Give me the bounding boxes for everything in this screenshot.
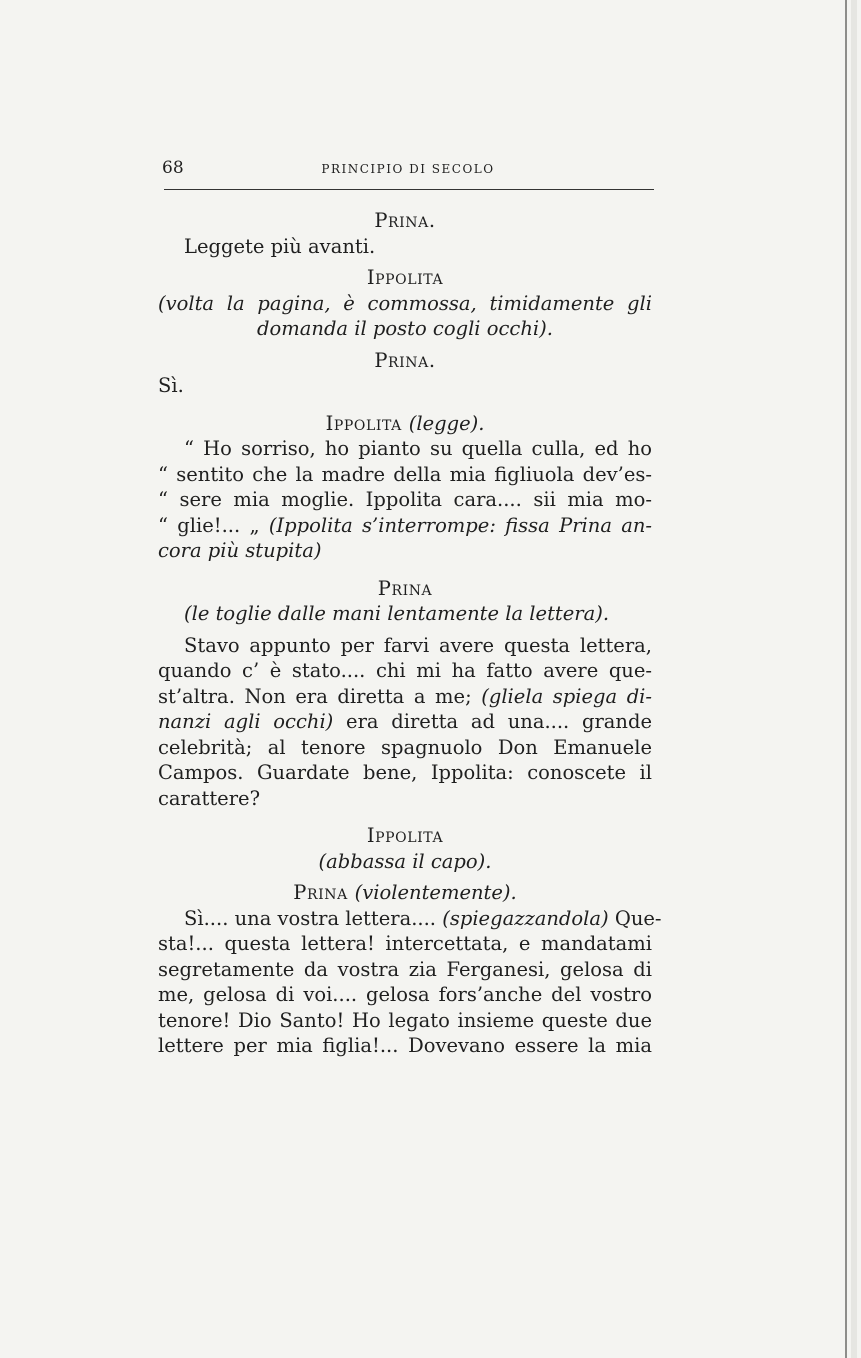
stage-direction: (legge). bbox=[408, 411, 485, 435]
header-rule bbox=[164, 189, 654, 190]
page-edge-line bbox=[845, 0, 847, 1358]
dialogue-line: tenore! Dio Santo! Ho legato insieme queste due bbox=[158, 1008, 652, 1032]
speaker-name: Ippolita bbox=[366, 824, 444, 847]
dialogue-text: Sì.... una vostra lettera.... bbox=[184, 906, 443, 930]
page-number: 68 bbox=[162, 158, 184, 178]
speaker-name: Prina. bbox=[374, 209, 436, 232]
page-edge bbox=[851, 0, 857, 1358]
dialogue-line: lettere per mia figlia!... Dovevano essere la mia bbox=[158, 1034, 652, 1057]
stage-direction: (abbassa il capo). bbox=[318, 849, 492, 873]
dialogue-line: sta!... questa lettera! intercettata, e mandatami bbox=[158, 932, 652, 955]
dialogue-line: celebrità; al tenore spagnuolo Don Emanuele bbox=[158, 735, 652, 759]
dialogue-line: Stavo appunto per farvi avere questa lettera, bbox=[184, 633, 652, 657]
speaker-name: Prina bbox=[377, 576, 433, 600]
stage-direction: (spiegazzandola) bbox=[442, 906, 609, 930]
quoted-line bbox=[158, 513, 652, 539]
dialogue-text: st’altra. Non era diretta a me; bbox=[158, 684, 482, 708]
stage-direction: cora più stupita) bbox=[158, 539, 322, 562]
dialogue-line: Sì. bbox=[158, 374, 184, 397]
stage-direction: (volta la pagina, è commossa, timidamente gli bbox=[158, 291, 652, 315]
stage-direction: domanda il posto cogli occhi). bbox=[257, 317, 553, 340]
stage-direction: (gliela spiega di- bbox=[481, 684, 653, 708]
stage-direction: (le toglie dalle mani lentamente la lettera). bbox=[184, 602, 610, 625]
dialogue-line bbox=[158, 684, 652, 710]
speaker-name: Ippolita bbox=[325, 411, 402, 435]
dialogue-line: carattere? bbox=[158, 786, 261, 810]
dialogue-line bbox=[158, 906, 662, 932]
quoted-text: “ glie!... „ bbox=[158, 513, 269, 537]
speaker-cue bbox=[158, 880, 652, 906]
dialogue-text: era diretta ad una.... grande bbox=[333, 710, 652, 733]
quoted-line: “ sentito che la madre della mia figliuola dev’es- bbox=[158, 462, 652, 486]
running-title: PRINCIPIO DI SECOLO bbox=[321, 162, 495, 176]
stage-direction: (Ippolita s’interrompe: fissa Prina an- bbox=[268, 513, 652, 537]
dialogue-text: Que- bbox=[608, 906, 662, 930]
page-body bbox=[158, 208, 662, 1059]
speaker-name: Prina. bbox=[374, 348, 436, 372]
dialogue-line bbox=[158, 709, 652, 735]
dialogue-line: segretamente da vostra zia Ferganesi, gelosa di bbox=[158, 957, 652, 981]
page-header bbox=[162, 152, 654, 182]
dialogue-line: Campos. Guardate bene, Ippolita: conoscete il bbox=[158, 761, 652, 784]
stage-direction: nanzi agli occhi) bbox=[158, 710, 334, 733]
dialogue-line: quando c’ è stato.... chi mi ha fatto avere que- bbox=[158, 659, 652, 682]
quoted-line: “ sere mia moglie. Ippolita cara.... sii mia mo- bbox=[158, 488, 652, 511]
speaker-name: Ippolita bbox=[366, 266, 444, 289]
stage-direction: (violentemente). bbox=[354, 881, 517, 904]
speaker-name: Prina bbox=[293, 881, 348, 904]
dialogue-line: me, gelosa di voi.... gelosa fors’anche del vostro bbox=[158, 983, 652, 1006]
quoted-line: “ Ho sorriso, ho pianto su quella culla, ed ho bbox=[184, 437, 652, 460]
dialogue-line: Leggete più avanti. bbox=[184, 234, 376, 258]
speaker-cue bbox=[158, 411, 652, 437]
